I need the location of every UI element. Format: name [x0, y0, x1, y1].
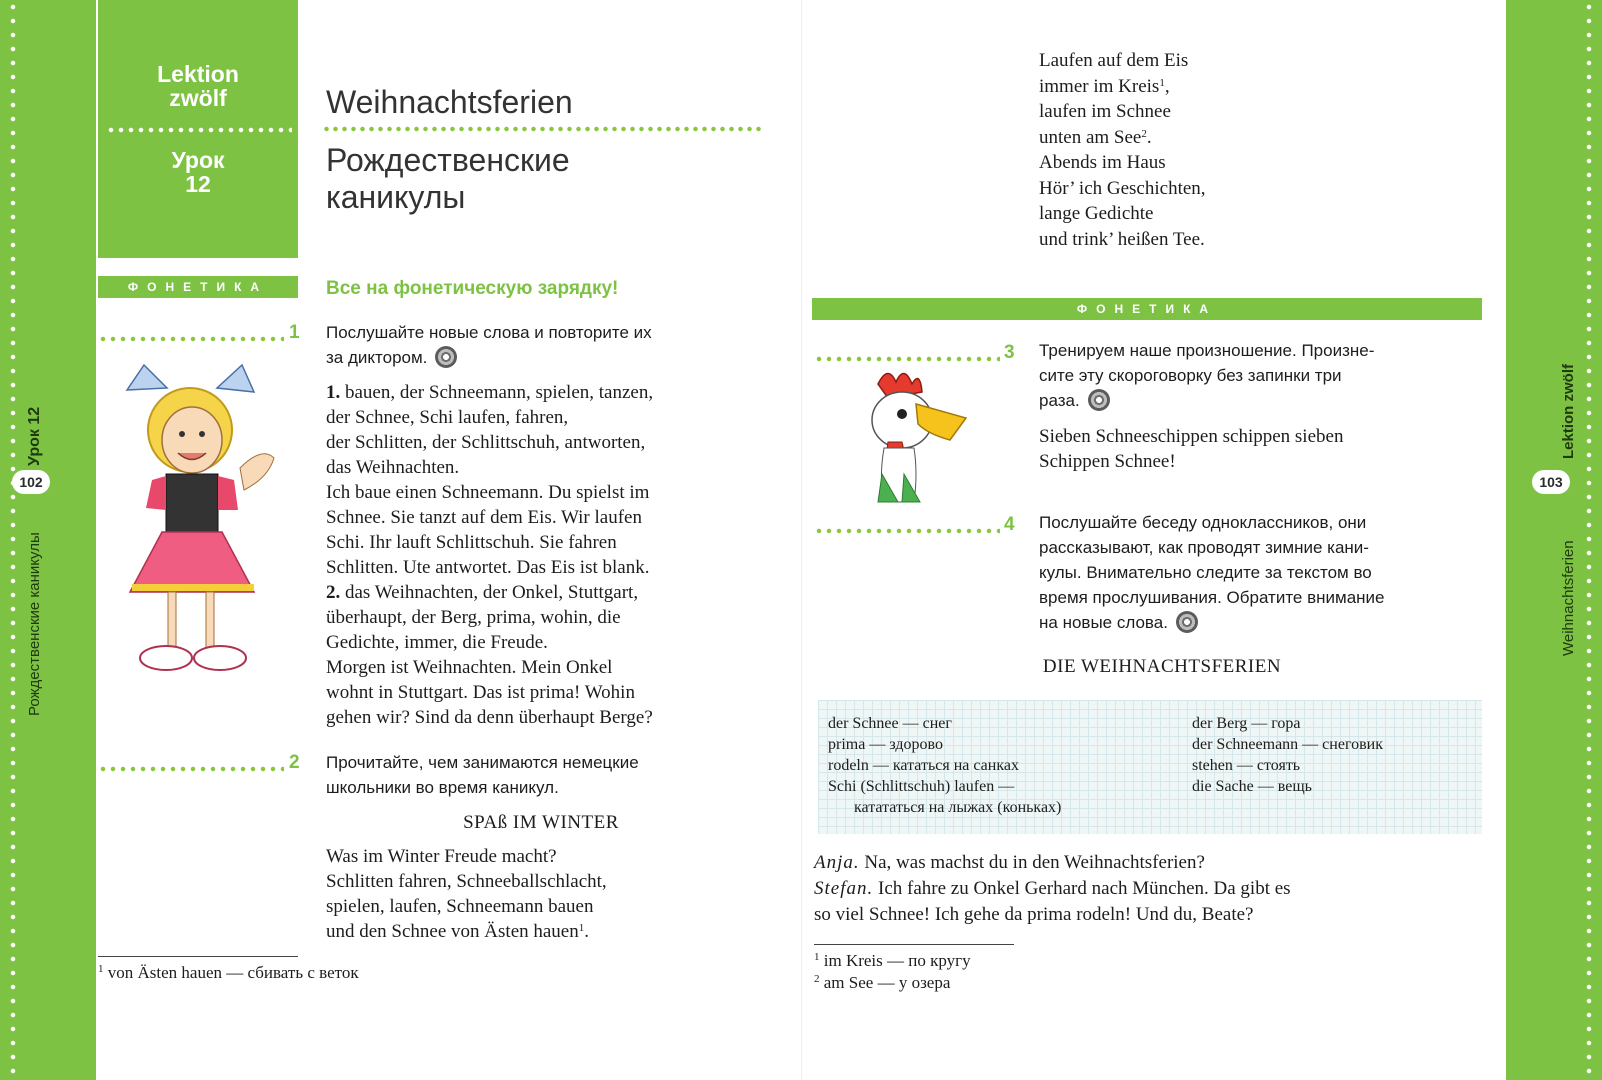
- tongue-twister-line1: Sieben Schneeschippen schippen sieben: [1039, 426, 1344, 447]
- footnote-marker: 2: [1141, 127, 1147, 140]
- footnotes-right: [814, 950, 971, 994]
- exercise-1-text: [326, 380, 796, 730]
- footnote-rule-right: [814, 944, 1014, 945]
- vocab-entry: катататься на лыжах (коньках): [854, 799, 1062, 816]
- exercise-2-dotted-line: [98, 766, 284, 772]
- exercise-4-instruction: [1039, 510, 1463, 635]
- poem-line: Abends im Haus: [1039, 152, 1166, 173]
- lesson-de-line2: zwölf: [169, 85, 227, 111]
- footnote-right-2-text: am See — у озера: [819, 973, 951, 992]
- footnote-right-1-mark: 1: [814, 951, 820, 963]
- right-strip-dots: [1586, 0, 1592, 1080]
- poem-line: und den Schnee von Ästen hauen$^1$.: [326, 921, 589, 942]
- vocab-column-right: [1192, 713, 1383, 797]
- exercise-4-instruction-line2: рассказывают, как проводят зимние кани-: [1039, 538, 1369, 557]
- ex1-line-bold: 2.: [326, 582, 341, 603]
- left-page-number: 102: [12, 470, 50, 494]
- title-ru-line1: Рождественские: [326, 142, 570, 178]
- footnote-left: [98, 962, 359, 984]
- vocab-entry: Schi (Schlittschuh) laufen —: [828, 778, 1015, 795]
- vocabulary-box: [818, 700, 1482, 834]
- poem-line: und trink’ heißen Tee.: [1039, 228, 1205, 250]
- ex1-line: Schlitten. Ute antwortet. Das Eis ist blank.: [326, 557, 650, 578]
- footnote-left-mark: 1: [98, 963, 104, 975]
- ex1-line: wohnt in Stuttgart. Das ist prima! Wohin: [326, 682, 635, 703]
- dialog-speaker: Stefan.: [814, 878, 874, 899]
- left-strip-dots: [10, 0, 16, 1080]
- footnote-marker: 1: [1159, 76, 1165, 89]
- vocab-entry: rodeln — кататься на санках: [828, 757, 1019, 774]
- exercise-3-instruction: [1039, 338, 1463, 413]
- vocab-entry: die Sache — вещь: [1192, 778, 1312, 795]
- poem-continuation: [1039, 48, 1206, 252]
- poem-line-punct: .: [1146, 126, 1152, 148]
- exercise-1-instruction-line1: Послушайте новые слова и повторите их: [326, 323, 652, 342]
- rooster-illustration: [858, 364, 978, 514]
- poem-line-punct: ,: [1164, 75, 1170, 97]
- footnote-left-text: von Ästen hauen — сбивать с веток: [103, 963, 359, 982]
- ex1-line-text: bauen, der Schneemann, spielen, tanzen,: [340, 382, 654, 403]
- vocab-entry: der Schnee — снег: [828, 715, 952, 732]
- vocab-entry: prima — здорово: [828, 736, 943, 753]
- ex1-line: [326, 580, 796, 605]
- lesson-box-separator: [106, 127, 292, 133]
- dialog-speech: Na, was machst du in den Weihnachtsferien?: [859, 852, 1205, 873]
- vocab-entry: stehen — стоять: [1192, 757, 1301, 774]
- dialog-speaker: Anja.: [814, 852, 860, 873]
- exercise-4-instruction-line5: [1039, 610, 1463, 635]
- tongue-twister-line2: Schippen Schnee!: [1039, 451, 1176, 472]
- poem-line: Laufen auf dem Eis: [1039, 50, 1189, 71]
- exercise-4-instruction-line4: время прослушивания. Обратите внимание: [1039, 588, 1385, 607]
- girl-illustration: [122, 360, 282, 680]
- dialog-line: so viel Schnee! Ich gehe da prima rodeln! Und du, Beate?: [814, 904, 1254, 925]
- exercise-3-instruction-line2: сите эту скороговорку без запинки три: [1039, 366, 1342, 385]
- exercise-3-instruction-line3: [1039, 388, 1463, 413]
- poem-line: spielen, laufen, Schneemann bauen: [326, 896, 594, 917]
- ex1-line: der Schnee, Schi laufen, fahren,: [326, 407, 569, 428]
- left-side-strip: [0, 0, 96, 1080]
- right-side-label-bottom: Weihnachtsferien: [1560, 540, 1577, 656]
- poem-line-text: und den Schnee von Ästen hauen: [326, 921, 579, 942]
- poem-line: [1039, 125, 1206, 151]
- dialog-text: [814, 850, 1494, 928]
- dialog-line: [814, 850, 1494, 876]
- exercise-1-instruction: [326, 320, 786, 370]
- vocab-entry: der Schneemann — снеговик: [1192, 736, 1383, 753]
- phonetics-bar-right: ФОНЕТИКА: [812, 298, 1482, 320]
- left-page: [96, 0, 801, 1080]
- poem-line: lange Gedichte: [1039, 203, 1154, 224]
- exercise-2-instruction-line1: Прочитайте, чем занимаются немецкие: [326, 753, 639, 772]
- poem-line: [1039, 74, 1206, 100]
- dialog-speech: Ich fahre zu Onkel Gerhard nach München. Da gibt es: [873, 878, 1291, 899]
- poem-spass-im-winter: [326, 844, 796, 944]
- poem-title: SPAß IM WINTER: [463, 812, 619, 833]
- exercise-4-dotted-line: [814, 528, 1000, 534]
- phonetics-bar-left: ФОНЕТИКА: [98, 276, 298, 298]
- ex1-line-bold: 1.: [326, 382, 341, 403]
- ex1-line: Schi. Ihr lauft Schlittschuh. Sie fahren: [326, 532, 617, 553]
- lesson-ru-line2: 12: [185, 171, 211, 197]
- poem-line: laufen im Schnee: [1039, 101, 1171, 122]
- ex1-line: Gedichte, immer, die Freude.: [326, 632, 548, 653]
- left-side-label-bottom: Рождественские каникулы: [26, 532, 43, 716]
- footnote-marker: 1: [578, 922, 585, 934]
- poem-line: Schlitten fahren, Schneeballschlacht,: [326, 871, 607, 892]
- ex1-line: Morgen ist Weihnachten. Mein Onkel: [326, 657, 613, 678]
- exercise-4-instruction-line5-text: на новые слова.: [1039, 613, 1168, 632]
- page-title-de: Weihnachtsferien: [326, 84, 573, 120]
- ex1-line: gehen wir? Sind da denn überhaupt Berge?: [326, 707, 653, 728]
- footnote-right-2-mark: 2: [814, 973, 820, 985]
- exercise-1-number: 1: [289, 322, 300, 343]
- ex1-line: [326, 380, 796, 405]
- title-ru-line2: каникулы: [326, 179, 466, 215]
- right-side-strip: [1506, 0, 1602, 1080]
- footnote-right-1-text: im Kreis — по кругу: [819, 951, 971, 970]
- ex1-line: der Schlitten, der Schlittschuh, antworten,: [326, 432, 646, 453]
- lesson-box: [98, 0, 298, 258]
- exercise-3-dotted-line: [814, 356, 1000, 362]
- exercise-1-instruction-line2-text: за диктором.: [326, 348, 428, 367]
- exercise-4-instruction-line1: Послушайте беседу одноклассников, они: [1039, 513, 1367, 532]
- ex1-line-text: das Weihnachten, der Onkel, Stuttgart,: [340, 582, 639, 603]
- cd-icon[interactable]: [1088, 389, 1110, 411]
- exercise-2-number: 2: [289, 752, 300, 773]
- poem-line: Hör’ ich Geschichten,: [1039, 177, 1206, 199]
- ex1-line: überhaupt, der Berg, prima, wohin, die: [326, 607, 621, 628]
- footnote-right-1: [814, 950, 971, 972]
- vocab-column-left: [828, 713, 1061, 818]
- phonetics-subhead: Все на фонетическую зарядку!: [326, 278, 619, 299]
- dialog-line: [814, 876, 1494, 902]
- ex1-line: Schnee. Sie tanzt auf dem Eis. Wir laufen: [326, 507, 642, 528]
- right-page: [801, 0, 1506, 1080]
- cd-icon[interactable]: [435, 346, 457, 368]
- ex1-line: Ich baue einen Schneemann. Du spielst im: [326, 482, 650, 503]
- exercise-4-number: 4: [1004, 514, 1015, 535]
- poem-line: Was im Winter Freude macht?: [326, 846, 557, 867]
- exercise-4-instruction-line3: кулы. Внимательно следите за текстом во: [1039, 563, 1372, 582]
- lesson-ru-line1: Урок: [171, 147, 225, 173]
- footnote-right-2: [814, 972, 971, 994]
- ex1-line: das Weihnachten.: [326, 457, 460, 478]
- footnote-rule-left: [98, 956, 298, 957]
- lesson-de-line1: Lektion: [157, 61, 239, 87]
- exercise-3-instruction-line3-text: раза.: [1039, 391, 1080, 410]
- exercise-1-dotted-line: [98, 336, 284, 342]
- poem-line-text: unten am See: [1039, 126, 1142, 148]
- poem-line-text: immer im Kreis: [1039, 75, 1160, 97]
- right-side-label-top: Lektion zwölf: [1560, 364, 1577, 459]
- right-page-number: 103: [1532, 470, 1570, 494]
- title-dotted-rule: [322, 126, 764, 132]
- exercise-2-instruction: [326, 750, 786, 800]
- exercise-1-instruction-line2: [326, 345, 786, 370]
- tongue-twister: [1039, 424, 1479, 474]
- left-side-label-top: Урок 12: [26, 406, 43, 466]
- dialog-title: DIE WEIHNACHTSFERIEN: [1042, 656, 1282, 677]
- exercise-2-instruction-line2: школьники во время каникул.: [326, 778, 559, 797]
- vocab-entry: der Berg — гора: [1192, 715, 1301, 732]
- page-title-ru: [326, 142, 726, 216]
- exercise-3-instruction-line1: Тренируем наше произношение. Произне-: [1039, 341, 1375, 360]
- cd-icon[interactable]: [1176, 611, 1198, 633]
- exercise-3-number: 3: [1004, 342, 1015, 363]
